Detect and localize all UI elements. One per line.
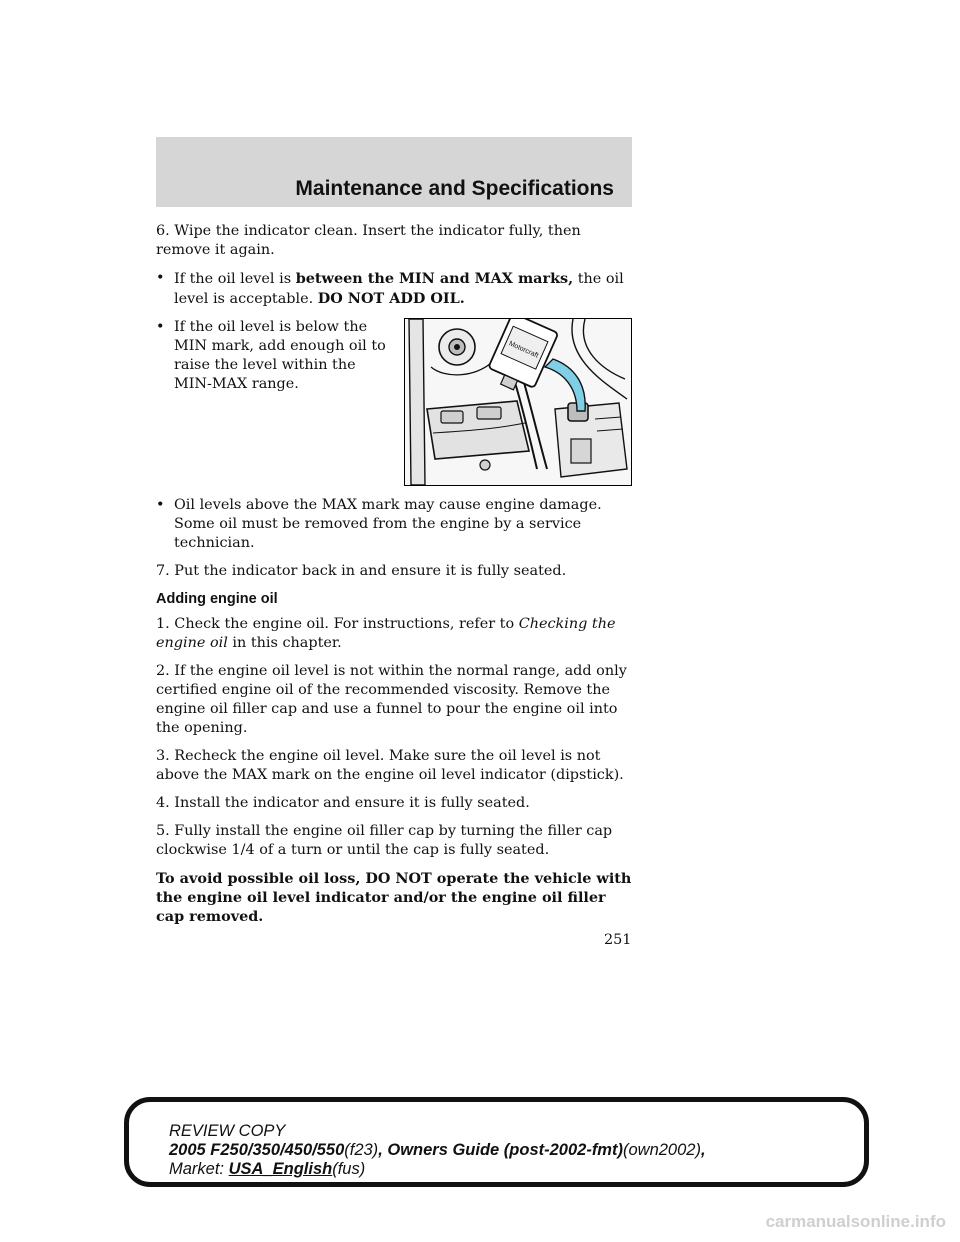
page-number: 251 xyxy=(604,932,632,948)
do-not-add-oil-text: DO NOT ADD OIL. xyxy=(317,290,465,307)
add-step-3: 3. Recheck the engine oil level. Make sure the oil level is not above the MAX mark on the engine oil level indicator (dipstick). xyxy=(156,748,624,783)
footer-text xyxy=(169,1122,706,1179)
step-7-paragraph: 7. Put the indicator back in and ensure it is fully seated. xyxy=(156,563,567,579)
add-step-5: 5. Fully install the engine oil filler cap by turning the filler cap clockwise 1/4 of a turn or until the cap is fully seated. xyxy=(156,823,613,858)
add-step-1: 1. Check the engine oil. For instructions, refer to Checking the engine oil in this chapter. xyxy=(156,616,616,651)
page-content xyxy=(156,222,636,935)
engine-oil-fill-illustration xyxy=(404,318,632,486)
bullet-with-figure xyxy=(156,318,636,486)
watermark: carmanualsonline.info xyxy=(765,1212,946,1231)
add-step-4: 4. Install the indicator and ensure it is fully seated. xyxy=(156,795,530,811)
page-section-title: Maintenance and Specifications xyxy=(295,177,614,200)
bullet-dot: • xyxy=(156,497,165,513)
footer-line-2: 2005 F250/350/450/550(f23), Owners Guide (post-2002-fmt)(own2002), xyxy=(169,1141,706,1159)
bullet-oil-above-max: • Oil levels above the MAX mark may cause engine damage. Some oil must be removed from the engine by a service technician. xyxy=(156,497,602,551)
bullet-oil-below-min: • If the oil level is below the MIN mark, add enough oil to raise the level within the MIN-MAX range. xyxy=(156,319,386,392)
header-band xyxy=(156,137,632,207)
warning-paragraph: To avoid possible oil loss, DO NOT operate the vehicle with the engine oil level indicator and/or the engine oil filler cap removed. xyxy=(156,870,632,925)
cross-reference-link-text: Checking the engine oil xyxy=(156,616,616,651)
bottle-label-text: Motorcraft xyxy=(507,340,540,360)
footer-line-3: Market: USA_English(fus) xyxy=(169,1160,366,1178)
bullet-dot: • xyxy=(156,319,165,335)
engine-illustration-svg xyxy=(405,319,631,485)
step-6-paragraph: 6. Wipe the indicator clean. Insert the indicator fully, then remove it again. xyxy=(156,223,581,258)
add-step-2: 2. If the engine oil level is not within the normal range, add only certified engine oil of the recommended viscosity. Remove the engine oil filler cap and use a funnel to pour the engine oil into the opening. xyxy=(156,663,627,736)
bold-text: between the MIN and MAX marks, xyxy=(295,270,574,287)
bullet-dot: • xyxy=(156,270,165,286)
footer-line-1: REVIEW COPY xyxy=(169,1122,286,1140)
section-heading-adding-engine-oil: Adding engine oil xyxy=(156,591,278,607)
bullet-oil-acceptable: • If the oil level is between the MIN and MAX marks, the oil level is acceptable. DO NOT ADD OIL. xyxy=(156,270,624,307)
review-copy-footer xyxy=(124,1097,869,1187)
